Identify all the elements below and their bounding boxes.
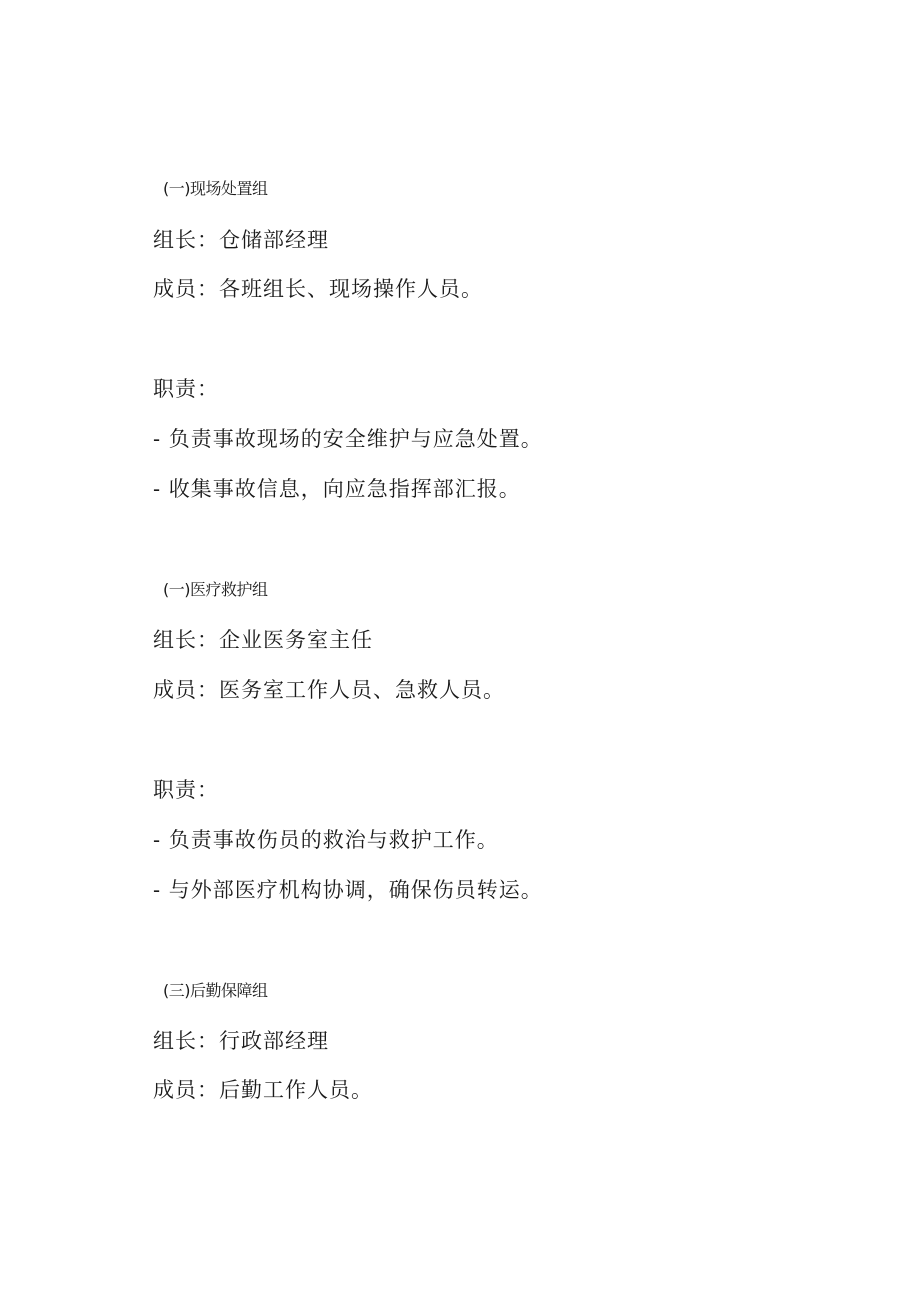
duty-item: - 与外部医疗机构协调，确保伤员转运。	[153, 878, 543, 902]
section-leader-logistics: 组长：行政部经理	[153, 1029, 329, 1053]
section-heading-logistics: (三)后勤保障组	[163, 981, 268, 1000]
section-duties-label-medical: 职责：	[153, 778, 219, 802]
duty-item: - 负责事故现场的安全维护与应急处置。	[153, 427, 543, 451]
section-heading-medical: (一)医疗救护组	[163, 580, 268, 599]
section-members-logistics: 成员：后勤工作人员。	[153, 1078, 373, 1102]
duty-item: - 收集事故信息，向应急指挥部汇报。	[153, 477, 521, 501]
section-members-medical: 成员：医务室工作人员、急救人员。	[153, 678, 505, 702]
duty-item: - 负责事故伤员的救治与救护工作。	[153, 828, 499, 852]
section-members-onsite: 成员：各班组长、现场操作人员。	[153, 277, 483, 301]
section-heading-onsite: (一)现场处置组	[163, 179, 268, 198]
section-leader-medical: 组长：企业医务室主任	[153, 628, 373, 652]
section-duties-label-onsite: 职责：	[153, 377, 219, 401]
section-leader-onsite: 组长：仓储部经理	[153, 228, 329, 252]
